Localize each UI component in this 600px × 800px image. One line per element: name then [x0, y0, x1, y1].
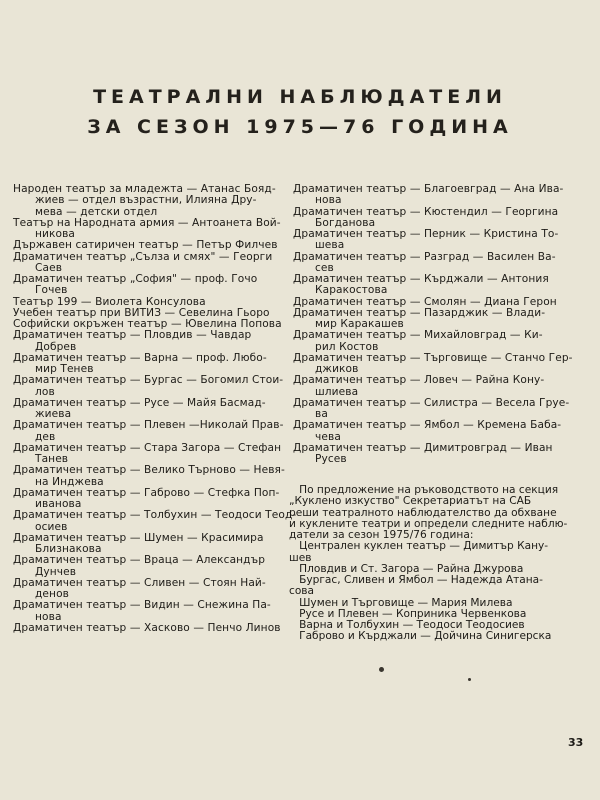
theatre-observer-line: на Инджева [35, 475, 104, 488]
theatre-observer-line: Драматичен театър — Ловеч — Райна Кону- [293, 374, 545, 387]
theatre-observer-line: Драматичен театър — Кърджали — Антония [293, 273, 549, 285]
paragraph-line: реши театралното наблюдателство да обхване [289, 506, 557, 519]
theatre-observer-line: Драматичен театър — Перник — Кристина То- [293, 228, 559, 240]
theatre-observer-line: иванова [35, 498, 82, 510]
theatre-observer-line: Драматичен театър — Димитровград — Иван [293, 441, 553, 454]
paragraph-line: Бургас, Сливен и Ямбол — Надежда Атана- [289, 574, 543, 586]
theatre-observer-line: нова [315, 194, 342, 207]
theatre-observer-line: Театър на Народната армия — Антоанета Вой- [13, 216, 281, 229]
theatre-observer-line: Драматичен театър — Видин — Снежина Па- [13, 599, 271, 612]
print-speck [379, 667, 384, 672]
paragraph-line: Варна и Толбухин — Теодоси Теодосиев [289, 619, 525, 631]
theatre-observer-line: Драматичен театър — Търговище — Станчо Гер- [293, 351, 573, 364]
theatre-observer-line: Богданова [315, 216, 376, 229]
title-line-2: ЗА СЕЗОН 1975—76 ГОДИНА [87, 116, 513, 138]
paragraph-line: Габрово и Кърджали — Дойчина Синигерска [289, 630, 552, 643]
theatre-observer-line: мир Тенев [35, 363, 94, 375]
right-column [293, 184, 585, 465]
title-line-1: ТЕАТРАЛНИ НАБЛЮДАТЕЛИ [93, 86, 507, 108]
theatre-observer-line: ва [315, 408, 328, 420]
print-speck [468, 678, 471, 681]
left-column [13, 183, 297, 634]
theatre-observer-line: Драматичен театър — Благоевград — Ана Ива- [293, 183, 564, 195]
theatre-observer-line: Драматичен театър — Велико Търново — Невя- [13, 464, 285, 477]
theatre-observer-line: Драматичен театър — Хасково — Пенчо Линов [13, 621, 281, 634]
theatre-observer-line: Драматичен театър — Габрово — Стефка Поп- [13, 486, 280, 499]
theatre-observer-line: Драматичен театър — Ямбол — Кремена Баба- [293, 419, 562, 432]
theatre-observer-line: Драматичен театър — Плевен —Николай Прав- [13, 419, 284, 432]
theatre-observer-line: Драматичен театър — Михайловград — Ки- [293, 329, 543, 342]
theatre-observer-line: Държавен сатиричен театър — Петър Филчев [13, 239, 278, 252]
theatre-observer-line: джиков [315, 363, 359, 375]
theatre-observer-line: Театър 199 — Виолета Консулова [13, 295, 206, 308]
theatre-observer-line: Драматичен театър — Сливен — Стоян Най- [13, 576, 266, 589]
paragraph-line: Пловдив и Ст. Загора — Райна Джурова [289, 562, 524, 575]
theatre-observer-line: Русев [315, 453, 347, 465]
theatre-observer-line: Танев [35, 453, 69, 465]
theatre-observer-line: Добрев [35, 340, 77, 353]
paragraph-line: и куклените театри и определи следните наблю- [289, 517, 568, 530]
theatre-observer-line: Драматичен театър „Сълза и смях" — Георги [13, 250, 273, 263]
theatre-observer-line: Драматичен театър — Толбухин — Теодоси Теод- [13, 509, 297, 522]
theatre-observer-line: Драматичен театър — Силистра — Весела Груе- [293, 396, 570, 409]
theatre-observer-line: никова [35, 228, 76, 240]
paragraph-line: сова [289, 585, 315, 598]
theatre-observer-line: лов [35, 385, 55, 398]
theatre-observer-line: Софийски окръжен театър — Ювелина Попова [13, 318, 282, 330]
paragraph-line: датели за сезон 1975/76 година: [289, 529, 474, 541]
theatre-observer-line: Драматичен театър — Бургас — Богомил Стои- [13, 374, 284, 387]
theatre-observer-line: шлиева [315, 385, 359, 398]
theatre-observer-line: Драматичен театър — Стара Загора — Стефан [13, 441, 282, 454]
theatre-observer-line: Драматичен театър — Русе — Майя Басмад- [13, 396, 266, 409]
paragraph-line: Централен куклен театър — Димитър Кану- [289, 540, 549, 553]
theatre-observer-line: Драматичен театър — Кюстендил — Георгина [293, 205, 559, 218]
theatre-observer-line: осиев [35, 520, 68, 533]
theatre-observer-line: Драматичен театър — Пловдив — Чавдар [13, 329, 252, 342]
paragraph-line: шев [289, 551, 312, 564]
theatre-observer-line: жиева [35, 408, 72, 420]
theatre-observer-line: дев [35, 430, 56, 443]
theatre-observer-line: Драматичен театър — Варна — проф. Любо- [13, 351, 267, 364]
theatre-observer-line: Каракостова [315, 284, 388, 297]
paragraph-line: Шумен и Търговище — Мария Милева [289, 596, 513, 609]
theatre-observer-line: Драматичен театър — Шумен — Красимира [13, 531, 264, 544]
theatre-observer-line: жиев — отдел възрастни, Илияна Дру- [35, 194, 257, 207]
theatre-observer-line: Драматичен театър „София" — проф. Гочо [13, 273, 258, 285]
theatre-observer-line: сев [315, 261, 334, 274]
paragraph-line: Русе и Плевен — Коприника Червенкова [289, 607, 527, 620]
theatre-observer-line: Драматичен театър — Разград — Василен Ва- [293, 250, 556, 263]
theatre-observer-line: мева — детски отдел [35, 205, 158, 218]
theatre-observer-line: Учебен театър при ВИТИЗ — Севелина Гьоро [13, 306, 270, 319]
theatre-observer-line: Дунчев [35, 565, 77, 578]
theatre-observer-line: денов [35, 588, 69, 600]
puppet-theatre-paragraph [289, 485, 589, 643]
page-number: 33 [568, 736, 584, 749]
theatre-observer-line: Саев [35, 261, 63, 274]
theatre-observer-line: Драматичен театър — Смолян — Диана Герон [293, 295, 557, 308]
theatre-observer-line: Драматичен театър — Пазарджик — Влади- [293, 306, 546, 319]
theatre-observer-line: нова [35, 610, 62, 623]
paragraph-line: „Куклено изкуство" Секретариатът на САБ [289, 495, 532, 508]
theatre-observer-line: рил Костов [315, 340, 379, 353]
theatre-observer-line: Близнакова [35, 543, 102, 555]
theatre-observer-line: Драматичен театър — Враца — Александър [13, 554, 266, 567]
theatre-observer-line: Народен театър за младежта — Атанас Бояд- [13, 183, 276, 195]
theatre-observer-line: Гочев [35, 284, 68, 297]
theatre-observer-line: мир Каракашев [315, 318, 404, 330]
paragraph-line: По предложение на ръководството на секция [289, 484, 559, 496]
theatre-observer-line: шева [315, 239, 345, 252]
theatre-observer-line: чева [315, 430, 341, 443]
